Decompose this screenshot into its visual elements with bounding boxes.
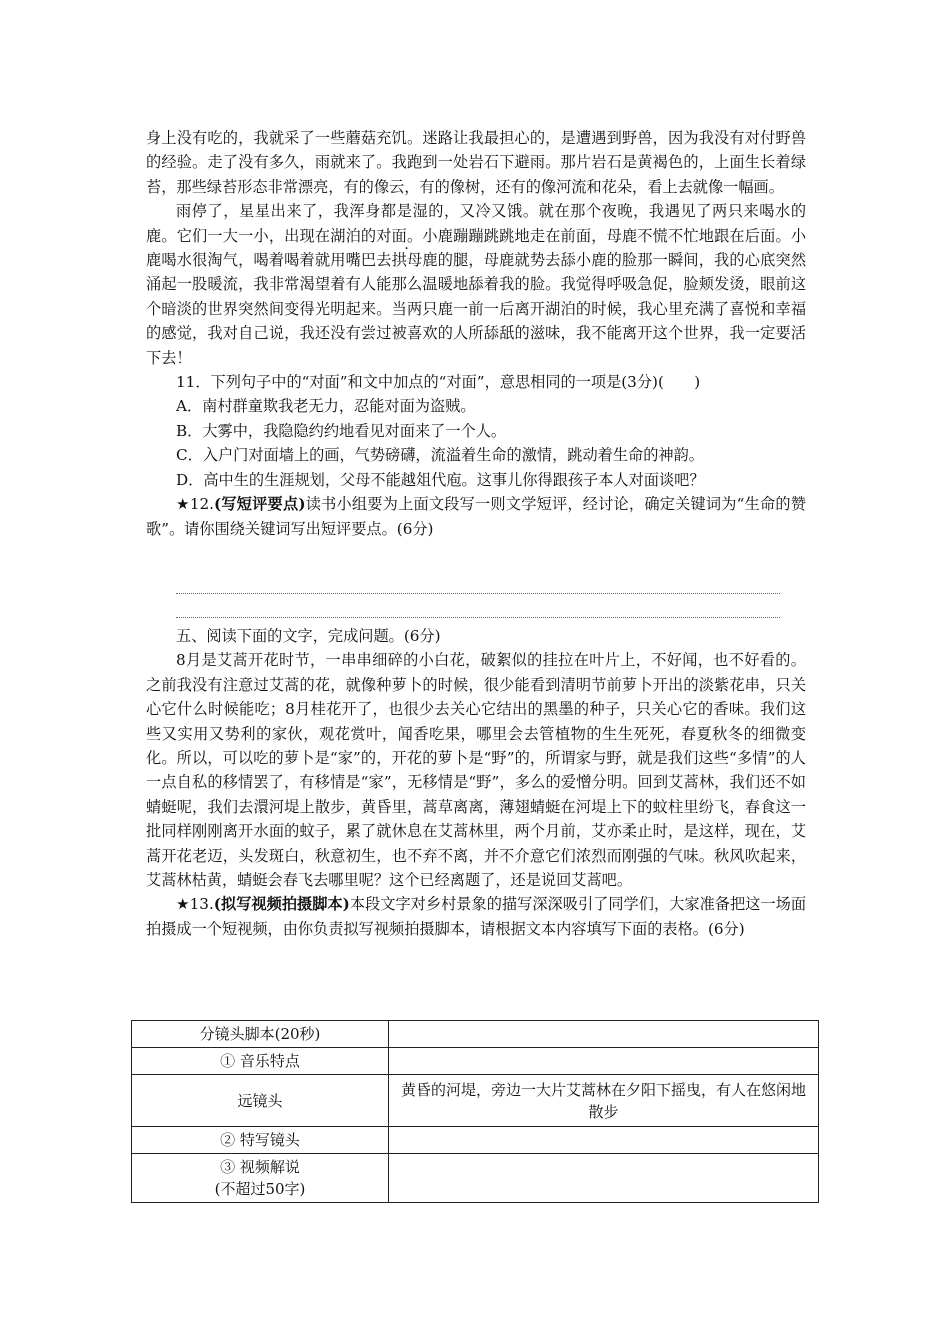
table-label-cell: ① 音乐特点 bbox=[132, 1048, 389, 1075]
table-label-line-2: (不超过50字) bbox=[214, 1180, 306, 1198]
video-script-table bbox=[131, 1020, 819, 1203]
question-12 bbox=[146, 492, 806, 541]
question-13-text: 本段文字对乡村景象的描写深深吸引了同学们，大家准备把这一场面拍摄成一个短视频，由你负责拟写视频拍摄脚本，请根据文本内容填写下面的表格。(6分) bbox=[146, 895, 807, 938]
para-2-text-after: 。小鹿蹦蹦跳跳地走在前面，母鹿不慌不忙地跟在后面。小鹿喝水很淘气，喝着喝着就用嘴巴去拱母鹿的腿，母鹿就势去舔小鹿的脸那一瞬间，我的心底突然涌起一股暖流，我非常渴望着有人能那么温暖地舔着我的脸。我觉得呼吸急促，脸颊发烫，眼前这个暗淡的世界突然间变得光明起来。当两只鹿一前一后离开湖泊的时候，我心里充满了喜悦和幸福的感觉，我对自己说，我还没有尝过被喜欢的人所舔舐的滋味，我不能离开这个世界，我一定要活下去！ bbox=[146, 226, 807, 367]
question-11-option-a: A．南村群童欺我老无力，忍能对面为盗贼。 bbox=[176, 397, 476, 416]
table-row bbox=[132, 1021, 819, 1048]
table-label-cell: 远镜头 bbox=[132, 1075, 389, 1127]
table-value-cell: 黄昏的河堤，旁边一大片艾蒿林在夕阳下摇曳，有人在悠闲地散步 bbox=[389, 1075, 819, 1127]
question-11-stem: 11．下列句子中的“对面”和文中加点的“对面”，意思相同的一项是(3分)( ) bbox=[176, 373, 701, 392]
question-11-option-d: D．高中生的生涯规划，父母不能越俎代庖。这事儿你得跟孩子本人对面谈吧？ bbox=[176, 470, 705, 489]
table-answer-cell[interactable] bbox=[389, 1048, 819, 1075]
dotted-word: 对面 bbox=[376, 226, 408, 245]
answer-line-1 bbox=[176, 593, 780, 594]
question-12-tag: (写短评要点) bbox=[213, 495, 306, 514]
question-12-text: 读书小组要为上面文段写一则文学短评，经讨论，确定关键词为“生命的赞歌”。请你围绕关键词写出短评要点。(6分) bbox=[146, 495, 806, 538]
section-five-passage: 8月是艾蒿开花时节，一串串细碎的小白花，破絮似的挂拉在叶片上，不好闻，也不好看的。之前我没有注意过艾蒿的花，就像种萝卜的时候，很少能看到清明节前萝卜开出的淡紫花串，只关心它什么时候能吃；8月桂花开了，也很少去关心它结出的黑墨的种子，只关心它的香味。我们这些又实用又势利的家伙，观花赏叶，闻香吃果，哪里会去管植物的生生死死，春夏秋冬的细微变化。所以，可以吃的萝卜是“家”的，开花的萝卜是“野”的，所谓家与野，就是我们这些“多情”的人一点自私的移情罢了，有移情是“家”，无移情是“野”，多么的爱憎分明。回到艾蒿林，我们还不如蜻蜓呢，我们去澴河堤上散步，黄昏里，蒿草离离，薄翅蜻蜓在河堤上下的蚊柱里纷飞，春食这一批同样刚刚离开水面的蚊子，累了就休息在艾蒿林里，两个月前，艾亦柔止时，是这样，现在，艾蒿开花老迈，头发斑白，秋意初生，也不弃不离，并不介意它们浓烈而刚强的气味。秋风吹起来，艾蒿林枯黄，蜻蜓会春飞去哪里呢？这个已经离题了，还是说回艾蒿吧。 bbox=[146, 651, 806, 890]
table-answer-cell[interactable] bbox=[389, 1154, 819, 1203]
question-13-tag: (拟写视频拍摄脚本) bbox=[213, 895, 350, 914]
passage-one-para-2 bbox=[146, 199, 806, 370]
table-row bbox=[132, 1127, 819, 1154]
table-row bbox=[132, 1048, 819, 1075]
table-row bbox=[132, 1154, 819, 1203]
passage-one-para-1: 身上没有吃的，我就采了一些蘑菇充饥。迷路让我最担心的，是遭遇到野兽，因为我没有对付野兽的经验。走了没有多久，雨就来了。我跑到一处岩石下避雨。那片岩石是黄褐色的，上面生长着绿苔，那些绿苔形态非常漂亮，有的像云，有的像树，还有的像河流和花朵，看上去就像一幅画。 bbox=[146, 129, 806, 196]
table-label-cell bbox=[132, 1154, 389, 1203]
question-13 bbox=[146, 892, 806, 941]
table-answer-cell[interactable] bbox=[389, 1127, 819, 1154]
table-label-cell: 分镜头脚本(20秒) bbox=[132, 1021, 389, 1048]
question-13-star-number: ★13. bbox=[176, 895, 214, 914]
answer-line-2 bbox=[176, 617, 780, 618]
table-row bbox=[132, 1075, 819, 1127]
section-five-heading: 五、阅读下面的文字，完成问题。(6分) bbox=[176, 627, 441, 645]
passage-one bbox=[146, 126, 806, 541]
para-2-text-before: 雨停了，星星出来了，我浑身都是湿的，又冷又饿。就在那个夜晚，我遇见了两只来喝水的鹿。它们一大一小，出现在湖泊的 bbox=[146, 202, 806, 245]
question-11-option-c: C．入户门对面墙上的画，气势磅礴，流溢着生命的激情，跳动着生命的神韵。 bbox=[176, 446, 704, 465]
table-label-cell: ② 特写镜头 bbox=[132, 1127, 389, 1154]
question-12-star-number: ★12. bbox=[176, 495, 214, 514]
question-11-option-b: B．大雾中，我隐隐约约地看见对面来了一个人。 bbox=[176, 421, 507, 440]
table-label-line-1: ③ 视频解说 bbox=[220, 1158, 300, 1176]
section-five bbox=[146, 624, 806, 941]
table-answer-cell[interactable] bbox=[389, 1021, 819, 1048]
